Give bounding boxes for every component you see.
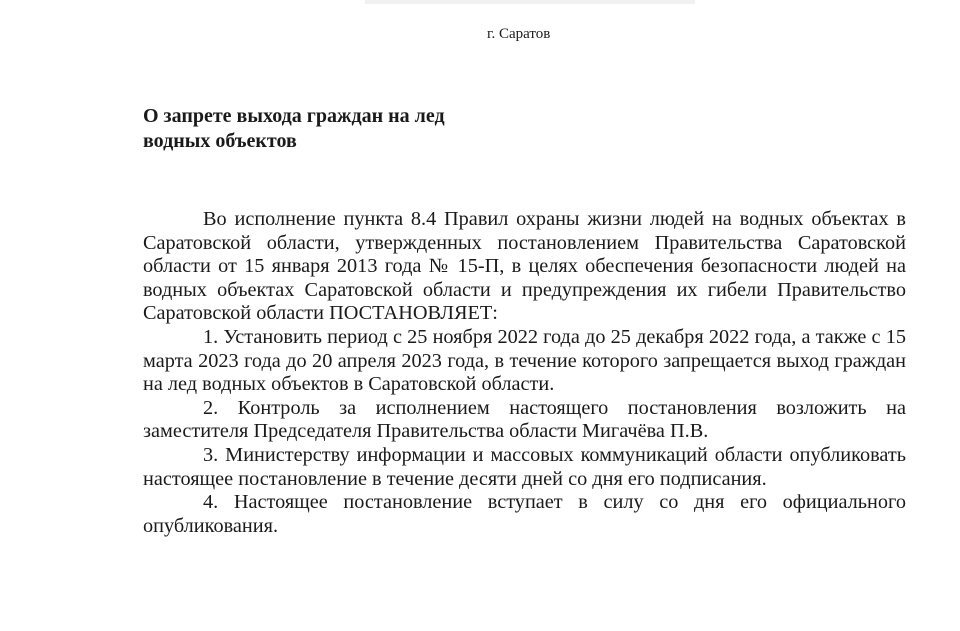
document-title — [143, 104, 445, 154]
cropped-header-line — [365, 0, 695, 4]
document-body — [143, 208, 906, 538]
title-line-2: водных объектов — [143, 130, 297, 152]
item-1-paragraph: 1. Установить период с 25 ноября 2022 года до 25 декабря 2022 года, а также с 15 марта 2023 года до 20 апреля 2023 года, в течение которого запрещается выход граждан на лед водных объектов в Саратовской области. — [143, 325, 906, 396]
item-2-paragraph: 2. Контроль за исполнением настоящего постановления возложить на заместителя Председателя Правительства области Мигачёва П.В. — [143, 396, 906, 443]
city-label: г. Саратов — [487, 26, 551, 42]
item-4-paragraph: 4. Настоящее постановление вступает в силу со дня его официального опубликования. — [143, 491, 906, 537]
title-line-1: О запрете выхода граждан на лед — [143, 105, 445, 127]
preamble-paragraph: Во исполнение пункта 8.4 Правил охраны жизни людей на водных объектах в Саратовской области, утвержденных постановлением Правительства Саратовской области от 15 января 2013 года № 15-П, в целях обеспечения безопасности людей на водных объектах Саратовской области и предупреждения их гибели Правительство Саратовской области ПОСТАНОВЛЯЕТ: — [143, 208, 906, 325]
item-3-paragraph: 3. Министерству информации и массовых коммуникаций области опубликовать настоящее постановление в течение десяти дней со дня его подписания. — [143, 443, 906, 490]
